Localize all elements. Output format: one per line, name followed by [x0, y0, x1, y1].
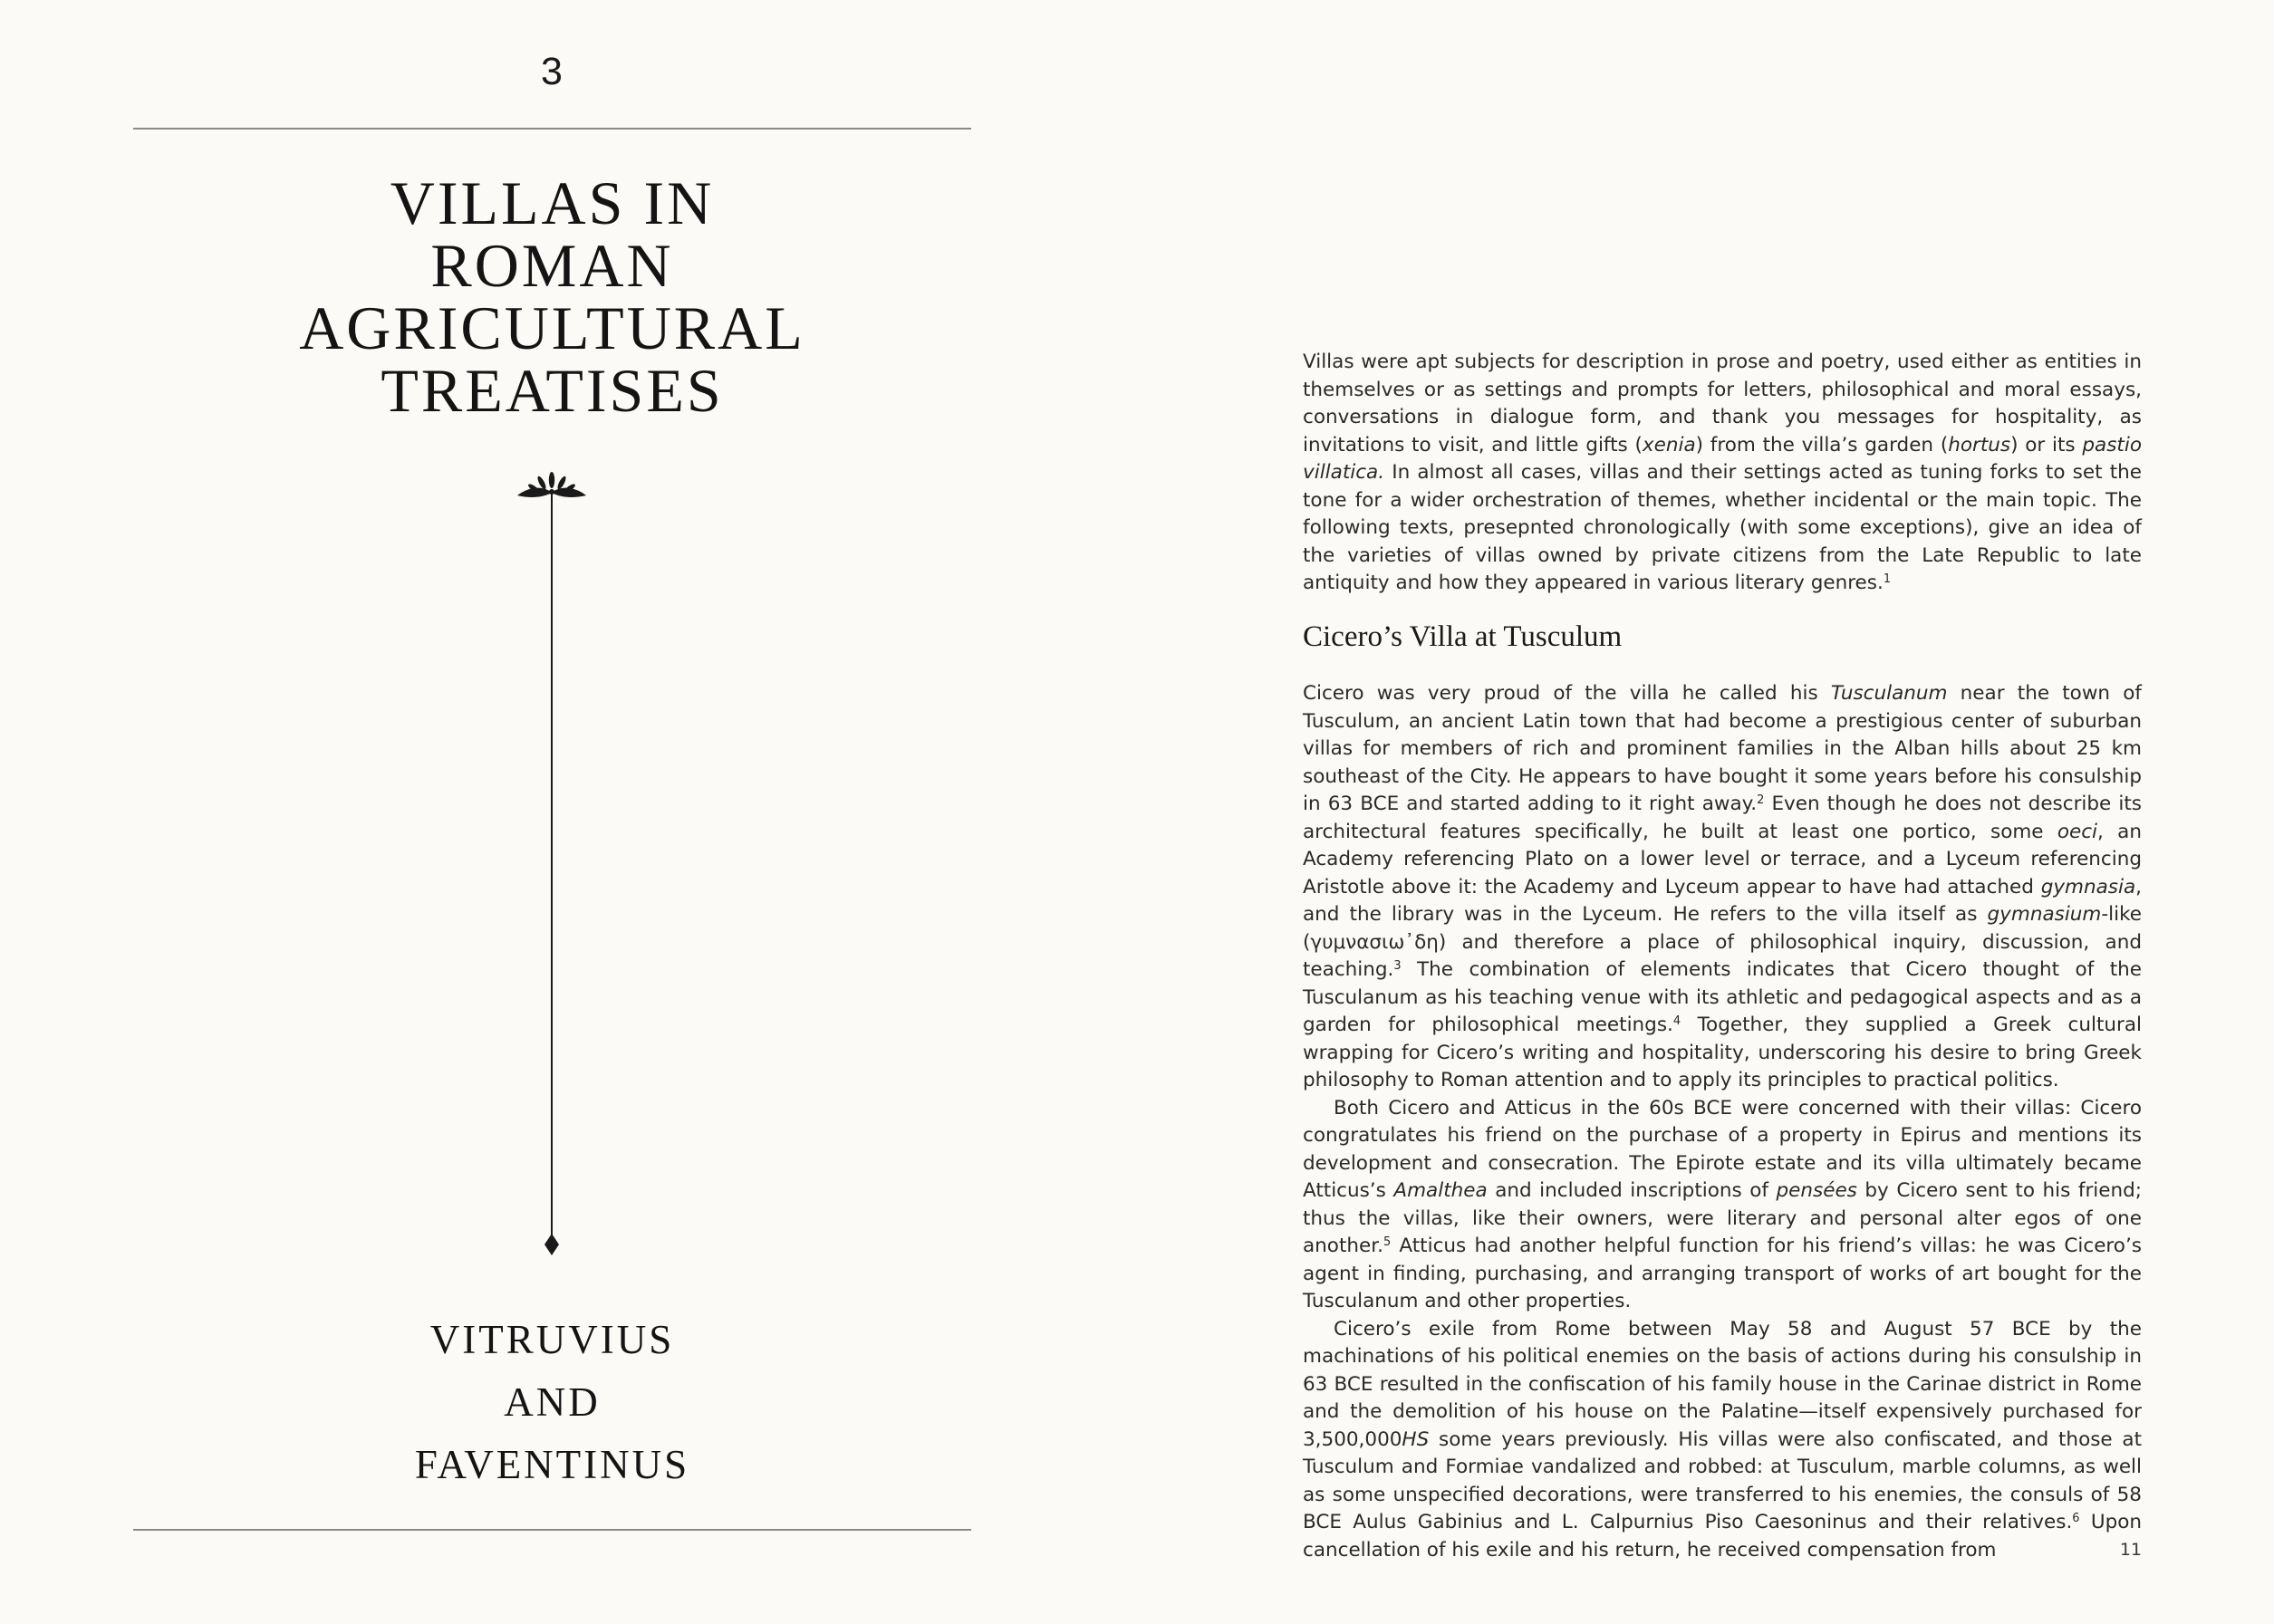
- chapter-title-line: VILLAS IN: [390, 168, 715, 237]
- chapter-title-line: TREATISES: [381, 356, 724, 425]
- chapter-title: [133, 168, 971, 425]
- italic-term: gymnasium: [1987, 903, 2102, 926]
- italic-term: Tusculanum: [1830, 682, 1948, 705]
- text-run: , and the library was in the Lyceum. He refers to the villa itself as: [1303, 875, 2142, 926]
- chapter-title-line: AGRICULTURAL: [299, 293, 805, 362]
- chapter-subtitle: [133, 1309, 971, 1496]
- footnote-marker: 3: [1393, 958, 1402, 973]
- chapter-number: 3: [541, 50, 563, 93]
- text-run: some years previously. His villas were also confiscated, and those at Tusculum and Formiae vandalized and robbed: at Tusculum, marble columns, as well as some unspecified decorations, were transferred to his enemies, the consuls of 58 BCE Aulus Gabinius and L. Calpurnius Piso Caesoninus and their relatives.: [1303, 1427, 2142, 1533]
- italic-term: pastio villatica.: [1303, 433, 2142, 484]
- chapter-subtitle-line: AND: [504, 1379, 601, 1425]
- section-heading: Cicero’s Villa at Tusculum: [1303, 620, 1623, 653]
- italic-term: oeci: [2057, 820, 2098, 843]
- text-run: Even though he does not describe its architectural features specifically, he built at least one portico, some: [1303, 793, 2142, 843]
- text-run: ) from the villa’s garden (: [1695, 433, 1949, 456]
- text-run: In almost all cases, villas and their settings acted as tuning forks to set the tone for a wider orchestration of themes, whether incidental or the main topic. The following texts, presepnted chronologically (with some exceptions), give an idea of the varieties of villas owned by private citizens from the Late Republic to late antiquity and how they appeared in various literary genres.: [1303, 461, 2142, 594]
- footnote-marker: 1: [1883, 572, 1892, 586]
- text-run: near the town of Tusculum, an ancient Latin town that had become a prestigious center of suburban villas for members of rich and prominent families in the Alban hills about 25 km southeast of the City. He appears to have bought it some years before his consulship in 63 BCE and started adding to it right away.: [1303, 682, 2142, 815]
- page-number: 11: [2119, 1540, 2142, 1560]
- text-run: Atticus had another helpful function for his friend’s villas: he was Cicero’s agent in finding, purchasing, and arranging transport of works of art bought for the Tusculanum and other properties.: [1303, 1235, 2142, 1312]
- chapter-subtitle-line: VITRUVIUS: [429, 1317, 675, 1362]
- text-run: Together, they supplied a Greek cultural wrapping for Cicero’s writing and hospitality, underscoring his desire to bring Greek philosophy to Roman attention and to apply its principles to practical politics.: [1303, 1014, 2142, 1091]
- text-run: Cicero was very proud of the villa he called his: [1303, 682, 1831, 705]
- italic-term: Amalthea: [1393, 1179, 1488, 1202]
- intro-text: [1303, 349, 2142, 598]
- intro-paragraph: [1303, 349, 2142, 598]
- top-rule: [133, 128, 971, 130]
- italic-term: xenia: [1642, 433, 1696, 456]
- body-paragraph: [1303, 680, 2142, 1095]
- text-run: by Cicero sent to his friend; thus the villas, like their owners, were literary and personal alter egos of one another.: [1303, 1179, 2142, 1257]
- text-run: ) or its: [2010, 433, 2083, 456]
- footnote-marker: 5: [1383, 1235, 1392, 1249]
- right-page: [1137, 0, 2274, 1624]
- footnote-marker: 4: [1672, 1014, 1681, 1028]
- body-paragraph: [1303, 1095, 2142, 1316]
- italic-term: pensées: [1776, 1179, 1857, 1202]
- body-paragraph: [1303, 1316, 2142, 1565]
- chapter-title-line: ROMAN: [430, 231, 674, 300]
- text-run: Villas were apt subjects for description in prose and poetry, used either as entities in themselves or as settings and prompts for letters, philosophical and moral essays, conversations in dialogue form, and thank you messages for hospitality, as invitations to visit, and little gifts (: [1303, 351, 2142, 456]
- text-run: -like (γυμνασιω᾽δη) and therefore a place of philosophical inquiry, discussion, and teaching.: [1303, 903, 2142, 981]
- italic-term: HS: [1402, 1427, 1430, 1451]
- text-run: , an Academy referencing Plato on a lower level or terrace, and a Lyceum referencing Aristotle above it: the Academy and Lyceum appear to have had attached: [1303, 820, 2142, 898]
- italic-term: gymnasia: [2040, 875, 2136, 898]
- footnote-marker: 2: [1757, 793, 1765, 807]
- text-run: and included inscriptions of: [1487, 1179, 1777, 1202]
- text-run: The combination of elements indicates that Cicero thought of the Tusculanum as his teaching venue with its athletic and pedagogical aspects and as a garden for philosophical meetings.: [1303, 958, 2142, 1036]
- italic-term: hortus: [1948, 433, 2011, 456]
- text-run: Cicero’s exile from Rome between May 58 and August 57 BCE by the machinations of his political enemies on the basis of actions during his consulship in 63 BCE resulted in the confiscation of his family house in the Carinae district in Rome and the demolition of his house on the Palatine—itself expensively purchased for 3,500,000: [1303, 1317, 2142, 1451]
- text-run: Upon cancellation of his exile and his return, he received compensation from: [1303, 1511, 2143, 1562]
- footnote-marker: 6: [2072, 1511, 2080, 1525]
- flower-stem-ornament-icon: [507, 462, 596, 1259]
- text-run: Both Cicero and Atticus in the 60s BCE were concerned with their villas: Cicero congratulates his friend on the purchase of a property in Epirus and mentions its development and consecration. The Epirote estate and its villa ultimately became Atticus’s: [1303, 1096, 2142, 1202]
- chapter-subtitle-line: FAVENTINUS: [414, 1442, 690, 1487]
- section-body: [1303, 680, 2142, 1564]
- bottom-rule: [133, 1529, 971, 1531]
